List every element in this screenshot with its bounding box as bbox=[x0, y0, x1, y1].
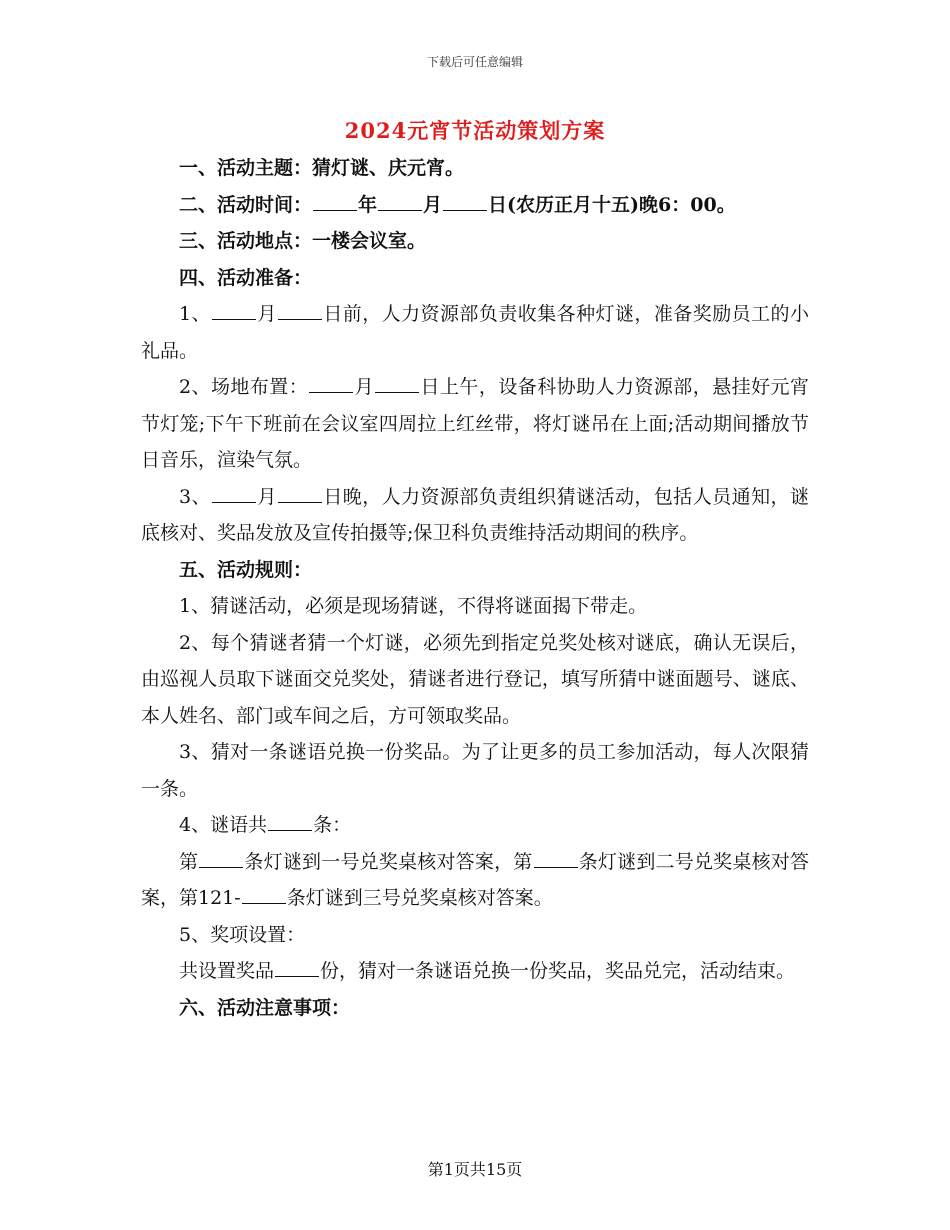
section-notes-heading: 六、活动注意事项： bbox=[179, 996, 351, 1019]
page-number: 第1页共15页 bbox=[427, 1160, 523, 1179]
rule-item-5: 5、奖项设置： bbox=[179, 923, 306, 946]
rule-item-1: 1、猜谜活动，必须是现场猜谜，不得将谜面揭下带走。 bbox=[179, 595, 648, 617]
prep-item-2: 2、场地布置： 月 日上午，设备科协助人力资源部，悬挂好元宵节灯笼;下午下班前在会议室四周拉上红丝带，将灯谜吊在上面;活动期间播放节日音乐，渲染气氛。 bbox=[141, 376, 809, 471]
section-theme: 一、活动主题：猜灯谜、庆元宵。 bbox=[179, 157, 465, 179]
rule-item-3: 3、猜对一条谜语兑换一份奖品。为了让更多的员工参加活动，每人次限猜一条。 bbox=[141, 741, 809, 800]
document-title: 2024元宵节活动策划方案 bbox=[344, 118, 606, 143]
prep-item-3: 3、 月 日晚，人力资源部负责组织猜谜活动，包括人员通知，谜底核对、奖品发放及宣传拍摄等;保卫科负责维持活动期间的秩序。 bbox=[141, 485, 809, 544]
section-rules-heading: 五、活动规则： bbox=[179, 558, 313, 581]
rule-item-4: 4、谜语共 条： bbox=[179, 814, 352, 836]
document-body bbox=[141, 150, 809, 1026]
rule-item-2: 2、每个猜谜者猜一个灯谜，必须先到指定兑奖处核对谜底，确认无误后，由巡视人员取下谜面交兑奖处，猜谜者进行登记，填写所猜中谜面题号、谜底、本人姓名、部门或车间之后，方可领取奖品。 bbox=[141, 631, 809, 727]
rule-item-5-detail: 共设置奖品 份，猜对一条谜语兑换一份奖品，奖品兑完，活动结束。 bbox=[179, 960, 796, 982]
page-header-note: 下载后可任意编辑 bbox=[426, 55, 523, 69]
rule-item-4-detail: 第 条灯谜到一号兑奖桌核对答案，第 条灯谜到二号兑奖桌核对答案，第121- 条灯谜到三号兑奖桌核对答案。 bbox=[141, 850, 809, 909]
section-location: 三、活动地点：一楼会议室。 bbox=[179, 230, 427, 252]
prep-item-1: 1、 月 日前，人力资源部负责收集各种灯谜，准备奖励员工的小礼品。 bbox=[141, 303, 809, 362]
section-preparation-heading: 四、活动准备： bbox=[179, 266, 313, 289]
section-time: 二、活动时间： 年 月 日(农历正月十五)晚6：00。 bbox=[179, 193, 736, 216]
